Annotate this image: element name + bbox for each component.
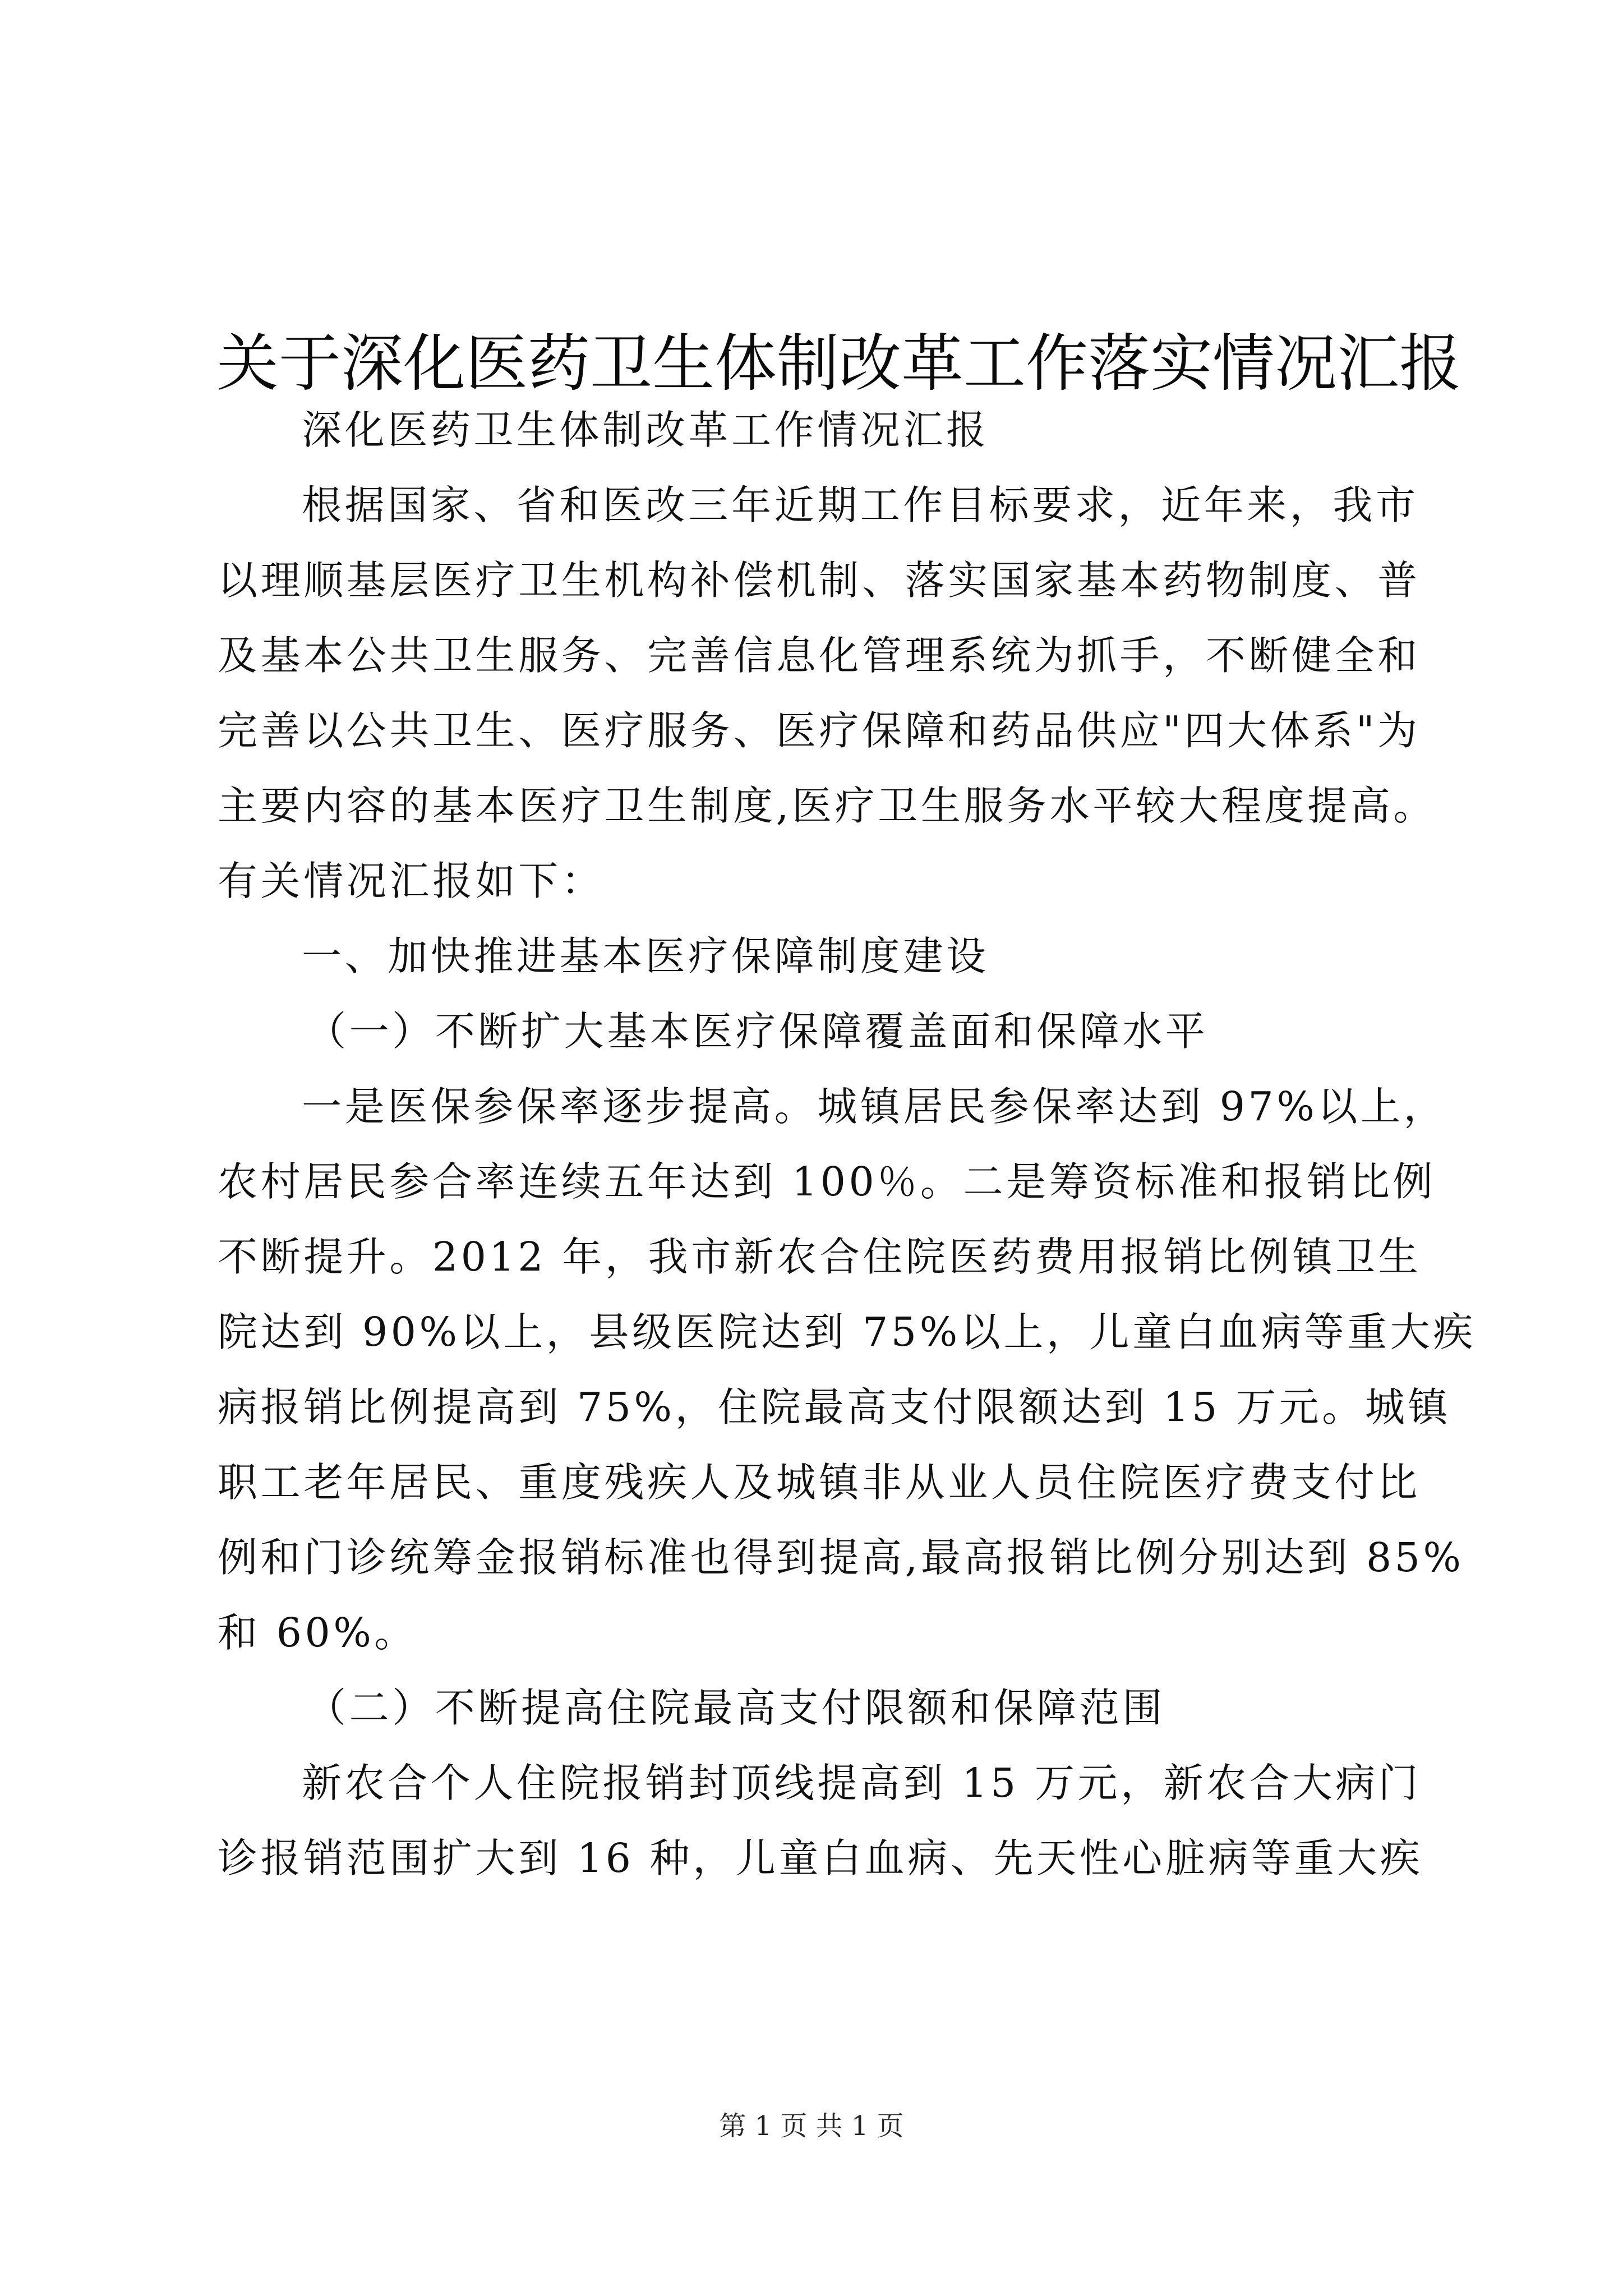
paragraph-line: 职工老年居民、重度残疾人及城镇非从业人员住院医疗费支付比 — [218, 1459, 1421, 1506]
paragraph-line: 完善以公共卫生、医疗服务、医疗保障和药品供应"四大体系"为 — [218, 707, 1421, 754]
paragraph-line: 及基本公共卫生服务、完善信息化管理系统为抓手，不断健全和 — [218, 632, 1421, 679]
paragraph-line: 一是医保参保率逐步提高。城镇居民参保率达到 97%以上， — [302, 1083, 1447, 1130]
paragraph-line: 农村居民参合率连续五年达到 100％。二是筹资标准和报销比例 — [218, 1158, 1436, 1205]
paragraph-line: 不断提升。2012 年，我市新农合住院医药费用报销比例镇卫生 — [218, 1234, 1422, 1280]
subsection-heading: （二）不断提高住院最高支付限额和保障范围 — [306, 1685, 1166, 1731]
paragraph-line: 有关情况汇报如下： — [218, 858, 605, 904]
section-heading: 一、加快推进基本医疗保障制度建设 — [302, 933, 989, 979]
page-footer: 第 1 页 共 1 页 — [719, 2110, 904, 2142]
paragraph-line: 院达到 90%以上，县级医院达到 75%以上，儿童白血病等重大疾 — [218, 1309, 1476, 1355]
paragraph-line: 新农合个人住院报销封顶线提高到 15 万元，新农合大病门 — [302, 1760, 1422, 1806]
paragraph-line: 病报销比例提高到 75%，住院最高支付限额达到 15 万元。城镇 — [218, 1384, 1451, 1430]
paragraph-line: 根据国家、省和医改三年近期工作目标要求，近年来，我市 — [302, 482, 1419, 528]
subtitle-line: 深化医药卫生体制改革工作情况汇报 — [302, 407, 989, 453]
paragraph-line: 例和门诊统筹金报销标准也得到提高,最高报销比例分别达到 85% — [218, 1534, 1464, 1581]
paragraph-line: 和 60%。 — [218, 1609, 417, 1656]
subsection-heading: （一）不断扩大基本医疗保障覆盖面和保障水平 — [306, 1008, 1209, 1055]
paragraph-line: 诊报销范围扩大到 16 种，儿童白血病、先天性心脏病等重大疾 — [218, 1835, 1423, 1881]
document-title: 关于深化医药卫生体制改革工作落实情况汇报 — [216, 328, 1462, 401]
paragraph-line: 主要内容的基本医疗卫生制度,医疗卫生服务水平较大程度提高。 — [218, 783, 1436, 829]
paragraph-line: 以理顺基层医疗卫生机构补偿机制、落实国家基本药物制度、普 — [218, 557, 1421, 604]
document-body — [218, 393, 1476, 1896]
